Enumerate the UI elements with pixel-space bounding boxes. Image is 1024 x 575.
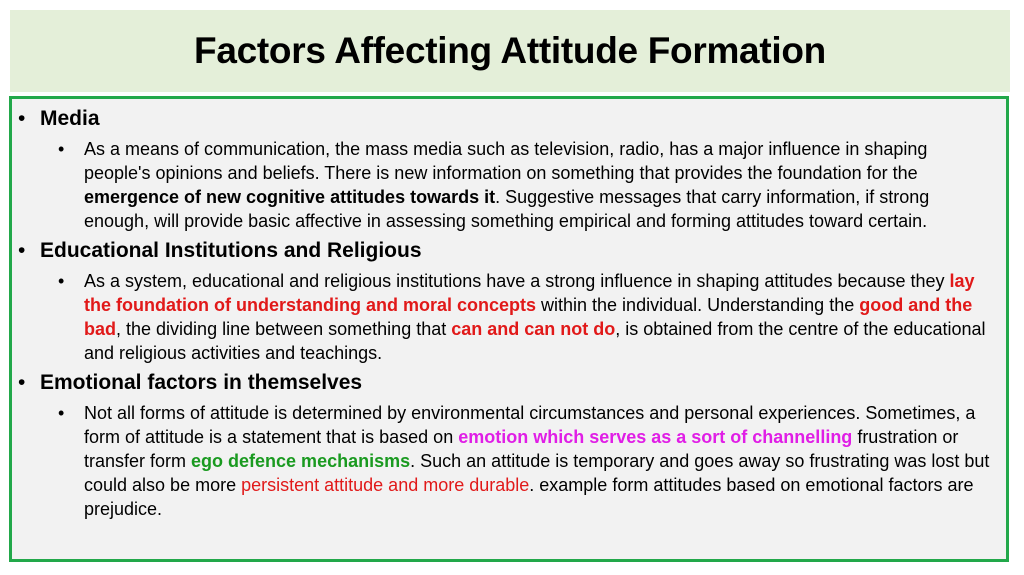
bullet-dot-icon: •: [58, 139, 65, 159]
content-box: [9, 96, 1009, 562]
section-emotional: [18, 369, 990, 521]
bullet-dot-icon: •: [58, 271, 65, 291]
section-paragraph: Not all forms of attitude is determined by environmental circumstances and personal experiences. Sometimes, a form of attitude is a statement that is based on emotion which serves as a sort of channelling frustration or transfer form ego defence mechanisms. Such an attitude is temporary and goes away so frustrating was lost but could also be more persistent attitude and more durable. example form attitudes based on emotional factors are prejudice.: [84, 403, 990, 519]
section-media: [18, 105, 990, 233]
section-heading: Emotional factors in themselves: [40, 371, 363, 394]
section-paragraph: As a system, educational and religious institutions have a strong influence in shaping attitudes because they lay the foundation of understanding and moral concepts within the individual. Understanding the good and the bad, the dividing line between something that can and can not do, is obtained from the centre of the educational and religious activities and teachings.: [84, 271, 986, 363]
section-heading: Media: [40, 107, 100, 130]
bullet-dot-icon: •: [58, 403, 65, 423]
section-heading: Educational Institutions and Religious: [40, 239, 422, 262]
bullet-dot-icon: •: [18, 371, 26, 394]
section-educational: [18, 237, 990, 365]
bullet-dot-icon: •: [18, 239, 26, 262]
section-paragraph: As a means of communication, the mass media such as television, radio, has a major influence in shaping people's opinions and beliefs. There is new information on something that provides the foundation for the emergence of new cognitive attitudes towards it. Suggestive messages that carry information, if strong enough, will provide basic affective in assessing something empirical and forming attitudes toward certain.: [84, 139, 930, 231]
bullet-dot-icon: •: [18, 107, 26, 130]
title-bar: [10, 10, 1010, 92]
slide-title: Factors Affecting Attitude Formation: [194, 30, 826, 71]
